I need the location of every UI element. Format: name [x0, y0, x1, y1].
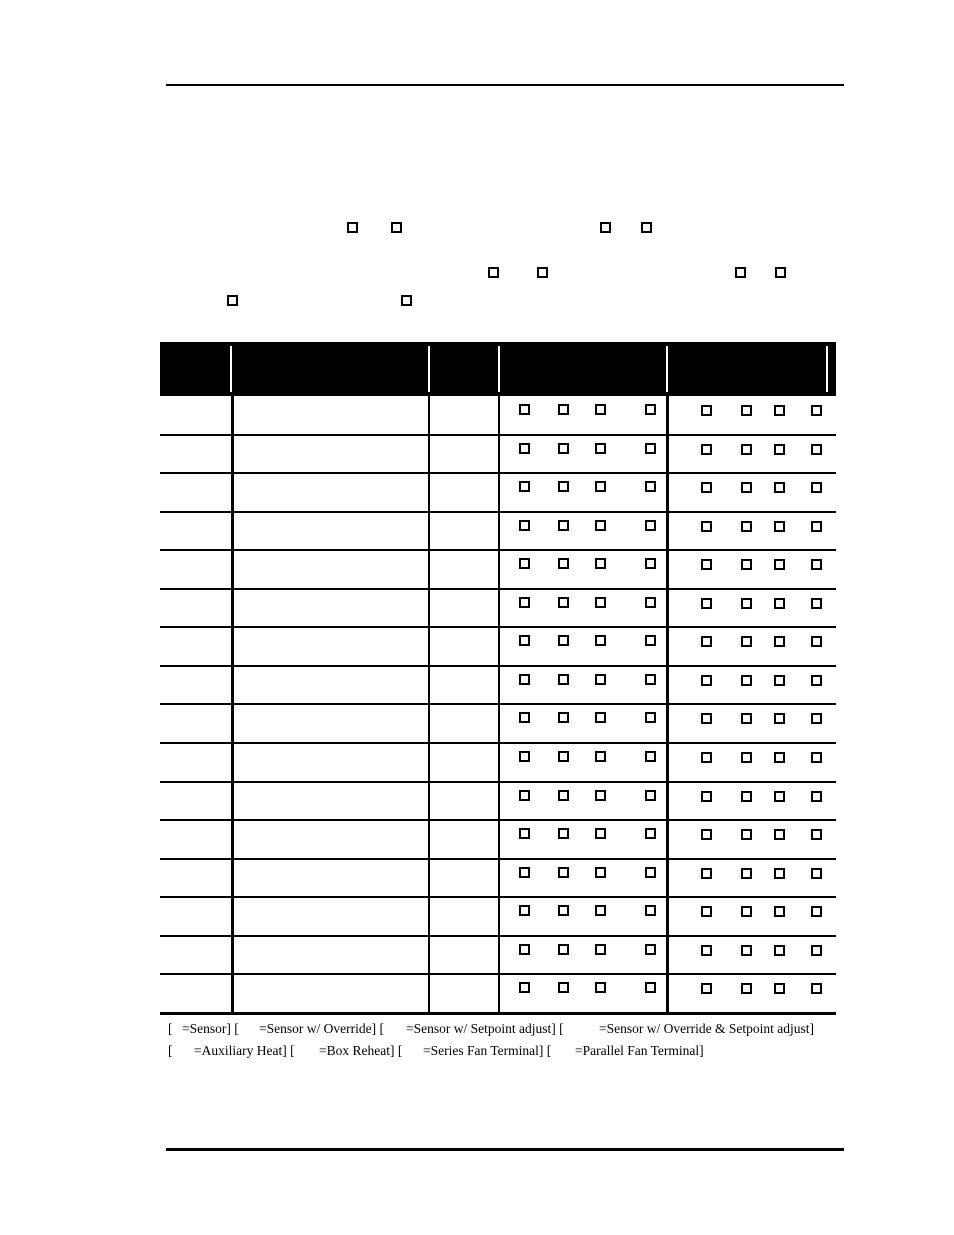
sensor-type-checkbox[interactable]: [645, 481, 656, 492]
option-checkbox[interactable]: [735, 267, 746, 278]
legend-box-reheat: =Box Reheat] [: [319, 1043, 403, 1058]
option-checkbox[interactable]: [488, 267, 499, 278]
terminal-type-checkbox[interactable]: [701, 675, 712, 686]
terminal-type-checkbox[interactable]: [741, 521, 752, 532]
sensor-type-checkbox[interactable]: [558, 828, 569, 839]
sensor-type-checkbox[interactable]: [558, 867, 569, 878]
legend-sensor: =Sensor] [: [182, 1021, 239, 1036]
terminal-type-checkbox[interactable]: [741, 444, 752, 455]
sensor-type-checkbox[interactable]: [519, 481, 530, 492]
terminal-type-checkbox[interactable]: [774, 791, 785, 802]
sensor-type-checkbox[interactable]: [645, 982, 656, 993]
terminal-type-checkbox[interactable]: [774, 945, 785, 956]
terminal-type-checkbox[interactable]: [741, 713, 752, 724]
zone-table: [160, 342, 836, 1015]
table-row: [160, 974, 836, 1012]
sensor-type-checkbox[interactable]: [519, 443, 530, 454]
option-checkbox[interactable]: [641, 222, 652, 233]
sensor-type-checkbox[interactable]: [645, 944, 656, 955]
option-checkbox[interactable]: [391, 222, 402, 233]
sensor-type-checkbox[interactable]: [595, 982, 606, 993]
terminal-type-checkbox[interactable]: [811, 713, 822, 724]
table-row: [160, 435, 836, 473]
legend-bracket: [: [168, 1021, 173, 1036]
terminal-type-checkbox[interactable]: [774, 675, 785, 686]
terminal-type-checkbox[interactable]: [811, 675, 822, 686]
table-row: [160, 704, 836, 742]
sensor-type-checkbox[interactable]: [645, 828, 656, 839]
terminal-type-checkbox[interactable]: [701, 791, 712, 802]
sensor-type-checkbox[interactable]: [558, 520, 569, 531]
table-row: [160, 512, 836, 550]
sensor-type-checkbox[interactable]: [595, 712, 606, 723]
terminal-type-checkbox[interactable]: [811, 559, 822, 570]
sensor-type-checkbox[interactable]: [558, 558, 569, 569]
sensor-type-checkbox[interactable]: [595, 635, 606, 646]
terminal-type-checkbox[interactable]: [774, 521, 785, 532]
sensor-type-checkbox[interactable]: [645, 867, 656, 878]
terminal-type-checkbox[interactable]: [741, 906, 752, 917]
sensor-type-checkbox[interactable]: [645, 712, 656, 723]
table-row: [160, 820, 836, 858]
sensor-type-checkbox[interactable]: [558, 481, 569, 492]
sensor-type-checkbox[interactable]: [595, 558, 606, 569]
sensor-type-checkbox[interactable]: [519, 674, 530, 685]
sensor-type-checkbox[interactable]: [519, 828, 530, 839]
terminal-type-checkbox[interactable]: [701, 829, 712, 840]
header-rule: [166, 84, 844, 86]
terminal-type-checkbox[interactable]: [811, 598, 822, 609]
terminal-type-checkbox[interactable]: [741, 983, 752, 994]
sensor-type-checkbox[interactable]: [558, 674, 569, 685]
sensor-type-checkbox[interactable]: [595, 944, 606, 955]
sensor-type-checkbox[interactable]: [519, 790, 530, 801]
terminal-type-checkbox[interactable]: [774, 559, 785, 570]
sensor-type-checkbox[interactable]: [595, 404, 606, 415]
sensor-type-checkbox[interactable]: [595, 905, 606, 916]
sensor-type-checkbox[interactable]: [645, 905, 656, 916]
terminal-type-checkbox[interactable]: [774, 405, 785, 416]
sensor-type-checkbox[interactable]: [558, 712, 569, 723]
terminal-type-checkbox[interactable]: [701, 636, 712, 647]
sensor-type-checkbox[interactable]: [519, 597, 530, 608]
row-divider: [160, 1012, 836, 1015]
terminal-type-checkbox[interactable]: [701, 598, 712, 609]
terminal-type-checkbox[interactable]: [811, 983, 822, 994]
sensor-type-checkbox[interactable]: [519, 751, 530, 762]
table-row: [160, 666, 836, 704]
sensor-type-checkbox[interactable]: [519, 635, 530, 646]
table-row: [160, 743, 836, 781]
table-row: [160, 936, 836, 974]
table-row: [160, 859, 836, 897]
sensor-type-checkbox[interactable]: [595, 481, 606, 492]
sensor-type-checkbox[interactable]: [519, 944, 530, 955]
option-checkbox[interactable]: [537, 267, 548, 278]
terminal-type-checkbox[interactable]: [774, 598, 785, 609]
sensor-type-checkbox[interactable]: [519, 905, 530, 916]
terminal-type-checkbox[interactable]: [774, 444, 785, 455]
option-checkbox[interactable]: [401, 295, 412, 306]
table-row: [160, 627, 836, 665]
sensor-type-checkbox[interactable]: [595, 790, 606, 801]
terminal-type-checkbox[interactable]: [741, 636, 752, 647]
sensor-type-checkbox[interactable]: [558, 443, 569, 454]
sensor-type-checkbox[interactable]: [645, 635, 656, 646]
sensor-type-checkbox[interactable]: [558, 751, 569, 762]
sensor-type-checkbox[interactable]: [519, 520, 530, 531]
terminal-type-checkbox[interactable]: [701, 868, 712, 879]
terminal-type-checkbox[interactable]: [774, 906, 785, 917]
footer-rule: [166, 1148, 844, 1151]
legend-bracket: [: [168, 1043, 173, 1058]
terminal-type-checkbox[interactable]: [701, 983, 712, 994]
sensor-type-checkbox[interactable]: [645, 790, 656, 801]
terminal-type-checkbox[interactable]: [701, 713, 712, 724]
terminal-type-checkbox[interactable]: [741, 945, 752, 956]
sensor-type-checkbox[interactable]: [645, 443, 656, 454]
legend-parallel-fan: =Parallel Fan Terminal]: [575, 1043, 704, 1058]
option-checkbox[interactable]: [227, 295, 238, 306]
sensor-type-checkbox[interactable]: [558, 790, 569, 801]
sensor-type-checkbox[interactable]: [558, 944, 569, 955]
terminal-type-checkbox[interactable]: [701, 444, 712, 455]
terminal-type-checkbox[interactable]: [811, 482, 822, 493]
sensor-type-checkbox[interactable]: [595, 520, 606, 531]
terminal-type-checkbox[interactable]: [741, 675, 752, 686]
sensor-type-checkbox[interactable]: [595, 751, 606, 762]
terminal-type-checkbox[interactable]: [811, 791, 822, 802]
table-row: [160, 550, 836, 588]
sensor-type-checkbox[interactable]: [558, 635, 569, 646]
terminal-type-checkbox[interactable]: [741, 559, 752, 570]
terminal-type-checkbox[interactable]: [811, 405, 822, 416]
sensor-type-checkbox[interactable]: [519, 404, 530, 415]
table-row: [160, 897, 836, 935]
sensor-type-checkbox[interactable]: [645, 597, 656, 608]
option-checkbox[interactable]: [600, 222, 611, 233]
terminal-type-checkbox[interactable]: [741, 598, 752, 609]
terminal-type-checkbox[interactable]: [741, 791, 752, 802]
terminal-type-checkbox[interactable]: [741, 829, 752, 840]
terminal-type-checkbox[interactable]: [701, 482, 712, 493]
terminal-type-checkbox[interactable]: [811, 636, 822, 647]
sensor-type-checkbox[interactable]: [595, 597, 606, 608]
sensor-type-checkbox[interactable]: [595, 828, 606, 839]
terminal-type-checkbox[interactable]: [701, 559, 712, 570]
terminal-type-checkbox[interactable]: [811, 945, 822, 956]
sensor-type-checkbox[interactable]: [645, 674, 656, 685]
terminal-type-checkbox[interactable]: [774, 868, 785, 879]
sensor-type-checkbox[interactable]: [595, 674, 606, 685]
terminal-type-checkbox[interactable]: [741, 482, 752, 493]
legend-sensor-override: =Sensor w/ Override] [: [259, 1021, 384, 1036]
terminal-type-checkbox[interactable]: [811, 906, 822, 917]
terminal-type-checkbox[interactable]: [701, 752, 712, 763]
table-row: [160, 473, 836, 511]
terminal-type-checkbox[interactable]: [774, 752, 785, 763]
sensor-type-checkbox[interactable]: [645, 558, 656, 569]
terminal-type-checkbox[interactable]: [741, 752, 752, 763]
sensor-type-checkbox[interactable]: [558, 982, 569, 993]
option-checkbox[interactable]: [775, 267, 786, 278]
table-row: [160, 396, 836, 434]
terminal-type-checkbox[interactable]: [774, 482, 785, 493]
terminal-type-checkbox[interactable]: [701, 945, 712, 956]
legend-auxiliary-heat: =Auxiliary Heat] [: [194, 1043, 295, 1058]
sensor-type-checkbox[interactable]: [645, 404, 656, 415]
terminal-type-checkbox[interactable]: [811, 868, 822, 879]
sensor-type-checkbox[interactable]: [519, 712, 530, 723]
sensor-type-checkbox[interactable]: [645, 520, 656, 531]
table-row: [160, 589, 836, 627]
terminal-type-checkbox[interactable]: [741, 868, 752, 879]
terminal-type-checkbox[interactable]: [811, 521, 822, 532]
sensor-type-checkbox[interactable]: [558, 404, 569, 415]
table-header: [160, 342, 836, 396]
terminal-type-checkbox[interactable]: [774, 829, 785, 840]
sensor-type-checkbox[interactable]: [558, 905, 569, 916]
sensor-type-checkbox[interactable]: [645, 751, 656, 762]
terminal-type-checkbox[interactable]: [774, 636, 785, 647]
terminal-type-checkbox[interactable]: [701, 405, 712, 416]
sensor-type-checkbox[interactable]: [595, 443, 606, 454]
sensor-type-checkbox[interactable]: [558, 597, 569, 608]
terminal-type-checkbox[interactable]: [774, 983, 785, 994]
sensor-type-checkbox[interactable]: [595, 867, 606, 878]
legend-sensor-override-setpoint: =Sensor w/ Override & Setpoint adjust]: [599, 1021, 814, 1036]
sensor-type-checkbox[interactable]: [519, 867, 530, 878]
terminal-type-checkbox[interactable]: [811, 829, 822, 840]
legend-series-fan: =Series Fan Terminal] [: [423, 1043, 552, 1058]
sensor-type-checkbox[interactable]: [519, 558, 530, 569]
terminal-type-checkbox[interactable]: [701, 906, 712, 917]
sensor-type-checkbox[interactable]: [519, 982, 530, 993]
legend-sensor-setpoint: =Sensor w/ Setpoint adjust] [: [406, 1021, 564, 1036]
terminal-type-checkbox[interactable]: [811, 444, 822, 455]
terminal-type-checkbox[interactable]: [701, 521, 712, 532]
terminal-type-checkbox[interactable]: [741, 405, 752, 416]
terminal-type-checkbox[interactable]: [774, 713, 785, 724]
option-checkbox[interactable]: [347, 222, 358, 233]
table-row: [160, 782, 836, 820]
terminal-type-checkbox[interactable]: [811, 752, 822, 763]
